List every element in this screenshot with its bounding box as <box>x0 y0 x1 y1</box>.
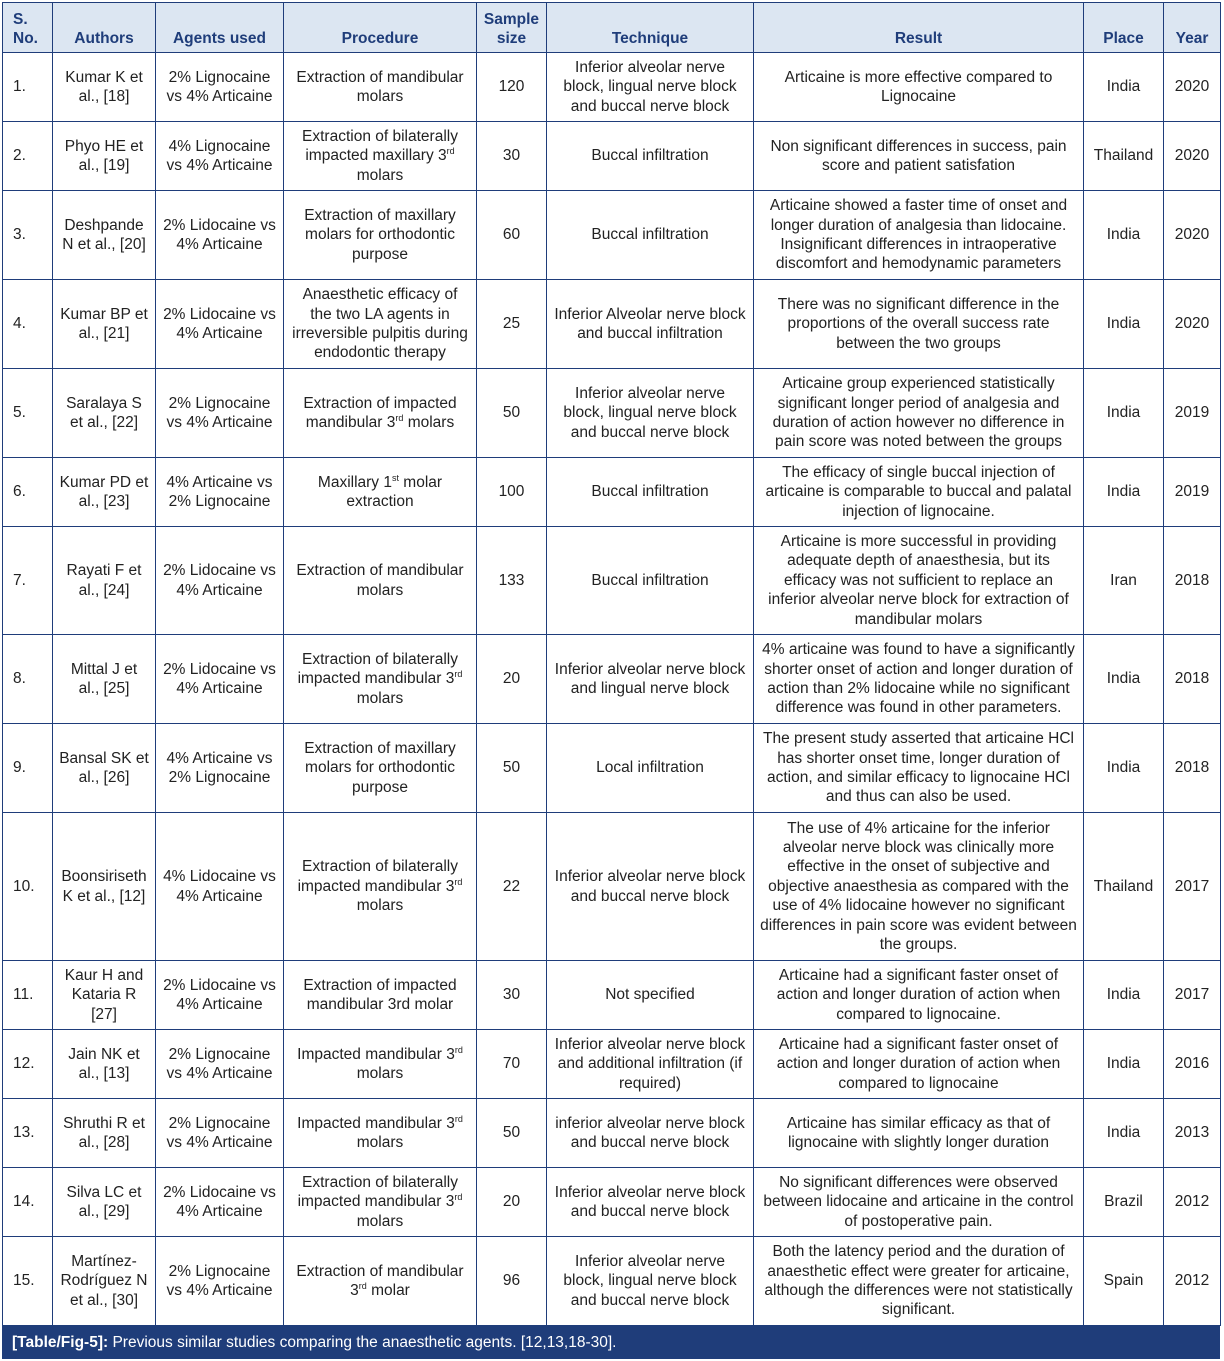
cell-technique: Inferior alveolar nerve block and buccal nerve block <box>547 1168 754 1237</box>
cell-sno: 14. <box>3 1168 53 1237</box>
table-container <box>2 2 1220 1326</box>
table-row <box>3 280 1221 369</box>
cell-agents: 4% Articaine vs 2% Lignocaine <box>156 458 284 527</box>
cell-result: The use of 4% articaine for the inferior alveolar nerve block was clinically more effective in the onset of subjective and objective anaesthesia as compared with the use of 4% lidocaine however no significant differences in pain score was evident between the groups. <box>754 813 1084 961</box>
table-row <box>3 369 1221 458</box>
table-row <box>3 1168 1221 1237</box>
table-body <box>3 53 1221 1326</box>
cell-sample-size: 20 <box>477 1168 547 1237</box>
cell-sample-size: 133 <box>477 527 547 635</box>
table-row <box>3 53 1221 122</box>
cell-sno: 2. <box>3 122 53 191</box>
cell-place: India <box>1084 369 1164 458</box>
cell-result: Both the latency period and the duration of anaesthetic effect were greater for articaine, although the differences were not statistically significant. <box>754 1237 1084 1326</box>
cell-sno: 7. <box>3 527 53 635</box>
cell-sno: 1. <box>3 53 53 122</box>
cell-sample-size: 100 <box>477 458 547 527</box>
cell-procedure: Extraction of mandibular molars <box>284 53 477 122</box>
cell-technique: Buccal infiltration <box>547 458 754 527</box>
cell-place: India <box>1084 961 1164 1030</box>
cell-year: 2019 <box>1164 458 1221 527</box>
cell-place: India <box>1084 191 1164 280</box>
cell-result: No significant differences were observed between lidocaine and articaine in the control of postoperative pain. <box>754 1168 1084 1237</box>
header-technique: Technique <box>547 3 754 53</box>
cell-sample-size: 60 <box>477 191 547 280</box>
header-agents: Agents used <box>156 3 284 53</box>
cell-agents: 4% Lignocaine vs 4% Articaine <box>156 122 284 191</box>
studies-table <box>2 2 1221 1326</box>
cell-authors: Saralaya S et al., [22] <box>53 369 156 458</box>
cell-place: Spain <box>1084 1237 1164 1326</box>
table-row <box>3 961 1221 1030</box>
cell-year: 2020 <box>1164 122 1221 191</box>
cell-year: 2017 <box>1164 813 1221 961</box>
cell-technique: Buccal infiltration <box>547 527 754 635</box>
cell-result: Non significant differences in success, pain score and patient satisfation <box>754 122 1084 191</box>
cell-agents: 2% Lidocaine vs 4% Articaine <box>156 635 284 724</box>
cell-result: Articaine is more successful in providing adequate depth of anaesthesia, but its efficacy was not sufficient to replace an inferior alveolar nerve block for extraction of mandibular molars <box>754 527 1084 635</box>
cell-procedure: Anaesthetic efficacy of the two LA agents in irreversible pulpitis during endodontic therapy <box>284 280 477 369</box>
cell-year: 2020 <box>1164 280 1221 369</box>
cell-technique: Inferior alveolar nerve block and additional infiltration (if required) <box>547 1030 754 1099</box>
cell-year: 2018 <box>1164 635 1221 724</box>
cell-agents: 2% Lignocaine vs 4% Articaine <box>156 1237 284 1326</box>
cell-sno: 6. <box>3 458 53 527</box>
cell-technique: Inferior alveolar nerve block, lingual nerve block and buccal nerve block <box>547 369 754 458</box>
cell-year: 2016 <box>1164 1030 1221 1099</box>
cell-agents: 2% Lidocaine vs 4% Articaine <box>156 1168 284 1237</box>
cell-agents: 2% Lidocaine vs 4% Articaine <box>156 527 284 635</box>
table-row <box>3 122 1221 191</box>
header-year: Year <box>1164 3 1221 53</box>
cell-technique: Inferior alveolar nerve block, lingual nerve block and buccal nerve block <box>547 53 754 122</box>
cell-agents: 4% Lidocaine vs 4% Articaine <box>156 813 284 961</box>
cell-procedure: Extraction of impacted mandibular 3rd molar <box>284 961 477 1030</box>
cell-sno: 5. <box>3 369 53 458</box>
cell-technique: Inferior alveolar nerve block and lingual nerve block <box>547 635 754 724</box>
cell-technique: Inferior alveolar nerve block, lingual nerve block and buccal nerve block <box>547 1237 754 1326</box>
cell-sno: 3. <box>3 191 53 280</box>
cell-sample-size: 30 <box>477 122 547 191</box>
cell-technique: Buccal infiltration <box>547 191 754 280</box>
cell-authors: Kumar K et al., [18] <box>53 53 156 122</box>
cell-result: Articaine had a significant faster onset of action and longer duration of action when compared to lignocaine <box>754 1030 1084 1099</box>
cell-year: 2012 <box>1164 1168 1221 1237</box>
cell-authors: Bansal SK et al., [26] <box>53 724 156 813</box>
cell-sno: 11. <box>3 961 53 1030</box>
cell-year: 2019 <box>1164 369 1221 458</box>
cell-sno: 9. <box>3 724 53 813</box>
cell-agents: 4% Articaine vs 2% Lignocaine <box>156 724 284 813</box>
table-row <box>3 1237 1221 1326</box>
cell-procedure: Extraction of mandibular 3rd molar <box>284 1237 477 1326</box>
cell-technique: Not specified <box>547 961 754 1030</box>
cell-result: 4% articaine was found to have a significantly shorter onset of action and longer duration of action than 2% lidocaine while no significant difference was found in other parameters. <box>754 635 1084 724</box>
cell-procedure: Impacted mandibular 3rd molars <box>284 1099 477 1168</box>
cell-place: India <box>1084 458 1164 527</box>
cell-year: 2018 <box>1164 724 1221 813</box>
cell-year: 2017 <box>1164 961 1221 1030</box>
cell-sample-size: 20 <box>477 635 547 724</box>
cell-authors: Mittal J et al., [25] <box>53 635 156 724</box>
cell-agents: 2% Lidocaine vs 4% Articaine <box>156 961 284 1030</box>
header-row <box>3 3 1221 53</box>
cell-agents: 2% Lignocaine vs 4% Articaine <box>156 1099 284 1168</box>
table-row <box>3 813 1221 961</box>
cell-agents: 2% Lignocaine vs 4% Articaine <box>156 53 284 122</box>
table-row <box>3 1030 1221 1099</box>
cell-authors: Kumar BP et al., [21] <box>53 280 156 369</box>
cell-procedure: Impacted mandibular 3rd molars <box>284 1030 477 1099</box>
cell-procedure: Extraction of bilaterally impacted mandibular 3rd molars <box>284 813 477 961</box>
table-row <box>3 635 1221 724</box>
header-procedure: Procedure <box>284 3 477 53</box>
cell-result: The present study asserted that articaine HCl has shorter onset time, longer duration of action, and similar efficacy to lignocaine HCl and thus can also be used. <box>754 724 1084 813</box>
cell-place: Thailand <box>1084 122 1164 191</box>
cell-agents: 2% Lignocaine vs 4% Articaine <box>156 369 284 458</box>
cell-place: Thailand <box>1084 813 1164 961</box>
cell-sample-size: 70 <box>477 1030 547 1099</box>
cell-sno: 8. <box>3 635 53 724</box>
cell-technique: Buccal infiltration <box>547 122 754 191</box>
cell-result: There was no significant difference in the proportions of the overall success rate between the two groups <box>754 280 1084 369</box>
cell-sample-size: 22 <box>477 813 547 961</box>
cell-result: Articaine is more effective compared to Lignocaine <box>754 53 1084 122</box>
cell-agents: 2% Lidocaine vs 4% Articaine <box>156 280 284 369</box>
cell-sample-size: 25 <box>477 280 547 369</box>
cell-authors: Jain NK et al., [13] <box>53 1030 156 1099</box>
cell-sno: 10. <box>3 813 53 961</box>
cell-place: India <box>1084 724 1164 813</box>
cell-sno: 4. <box>3 280 53 369</box>
cell-place: India <box>1084 53 1164 122</box>
cell-sno: 15. <box>3 1237 53 1326</box>
table-row <box>3 527 1221 635</box>
cell-place: Iran <box>1084 527 1164 635</box>
header-sno: S. No. <box>3 3 53 53</box>
cell-sample-size: 50 <box>477 1099 547 1168</box>
cell-authors: Deshpande N et al., [20] <box>53 191 156 280</box>
cell-authors: Kaur H and Kataria R [27] <box>53 961 156 1030</box>
cell-authors: Rayati F et al., [24] <box>53 527 156 635</box>
cell-procedure: Extraction of impacted mandibular 3rd molars <box>284 369 477 458</box>
cell-technique: Local infiltration <box>547 724 754 813</box>
header-place: Place <box>1084 3 1164 53</box>
cell-result: Articaine showed a faster time of onset and longer duration of analgesia than lidocaine. Insignificant differences in intraoperative discomfort and hemodynamic parameters <box>754 191 1084 280</box>
table-row <box>3 458 1221 527</box>
cell-sample-size: 50 <box>477 724 547 813</box>
cell-sno: 13. <box>3 1099 53 1168</box>
cell-sample-size: 96 <box>477 1237 547 1326</box>
cell-sno: 12. <box>3 1030 53 1099</box>
table-row <box>3 191 1221 280</box>
cell-technique: Inferior Alveolar nerve block and buccal infiltration <box>547 280 754 369</box>
cell-year: 2013 <box>1164 1099 1221 1168</box>
cell-result: The efficacy of single buccal injection of articaine is comparable to buccal and palatal injection of lignocaine. <box>754 458 1084 527</box>
cell-procedure: Extraction of bilaterally impacted mandibular 3rd molars <box>284 635 477 724</box>
cell-place: India <box>1084 280 1164 369</box>
table-row <box>3 1099 1221 1168</box>
cell-authors: Silva LC et al., [29] <box>53 1168 156 1237</box>
cell-place: Brazil <box>1084 1168 1164 1237</box>
cell-procedure: Extraction of mandibular molars <box>284 527 477 635</box>
cell-year: 2018 <box>1164 527 1221 635</box>
caption-text: Previous similar studies comparing the anaesthetic agents. [12,13,18-30]. <box>108 1334 617 1351</box>
cell-authors: Boonsiriseth K et al., [12] <box>53 813 156 961</box>
cell-agents: 2% Lignocaine vs 4% Articaine <box>156 1030 284 1099</box>
cell-procedure: Extraction of bilaterally impacted mandibular 3rd molars <box>284 1168 477 1237</box>
cell-procedure: Extraction of maxillary molars for orthodontic purpose <box>284 191 477 280</box>
header-result: Result <box>754 3 1084 53</box>
table-row <box>3 724 1221 813</box>
cell-authors: Phyo HE et al., [19] <box>53 122 156 191</box>
header-sample-size: Sample size <box>477 3 547 53</box>
cell-technique: Inferior alveolar nerve block and buccal nerve block <box>547 813 754 961</box>
cell-result: Articaine has similar efficacy as that of lignocaine with slightly longer duration <box>754 1099 1084 1168</box>
cell-result: Articaine group experienced statistically significant longer period of analgesia and duration of action however no difference in pain score was noted between the groups <box>754 369 1084 458</box>
cell-sample-size: 50 <box>477 369 547 458</box>
cell-result: Articaine had a significant faster onset of action and longer duration of action when compared to lignocaine. <box>754 961 1084 1030</box>
cell-authors: Kumar PD et al., [23] <box>53 458 156 527</box>
cell-procedure: Maxillary 1st molar extraction <box>284 458 477 527</box>
table-header <box>3 3 1221 53</box>
cell-procedure: Extraction of bilaterally impacted maxillary 3rd molars <box>284 122 477 191</box>
cell-procedure: Extraction of maxillary molars for orthodontic purpose <box>284 724 477 813</box>
header-authors: Authors <box>53 3 156 53</box>
cell-place: India <box>1084 635 1164 724</box>
cell-sample-size: 30 <box>477 961 547 1030</box>
cell-technique: inferior alveolar nerve block and buccal nerve block <box>547 1099 754 1168</box>
caption-label: [Table/Fig-5]: <box>12 1334 109 1351</box>
cell-authors: Martínez-Rodríguez N et al., [30] <box>53 1237 156 1326</box>
cell-year: 2012 <box>1164 1237 1221 1326</box>
cell-year: 2020 <box>1164 191 1221 280</box>
cell-place: India <box>1084 1030 1164 1099</box>
cell-year: 2020 <box>1164 53 1221 122</box>
table-caption <box>2 1326 1220 1359</box>
cell-agents: 2% Lidocaine vs 4% Articaine <box>156 191 284 280</box>
cell-sample-size: 120 <box>477 53 547 122</box>
cell-place: India <box>1084 1099 1164 1168</box>
cell-authors: Shruthi R et al., [28] <box>53 1099 156 1168</box>
